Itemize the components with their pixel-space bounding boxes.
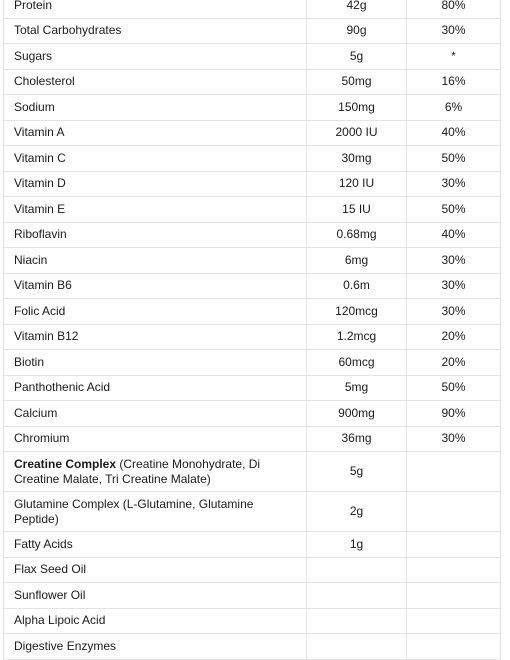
nutrient-name: Cholesterol xyxy=(4,69,307,95)
table-row xyxy=(4,375,501,401)
nutrient-amount: 120 IU xyxy=(307,171,407,197)
nutrient-amount: 5g xyxy=(307,452,407,492)
nutrient-name: Vitamin E xyxy=(4,197,307,223)
nutrient-amount xyxy=(307,557,407,583)
nutrient-name: Vitamin B12 xyxy=(4,324,307,350)
table-row xyxy=(4,583,501,609)
table-row xyxy=(4,452,501,492)
nutrient-daily-value xyxy=(407,557,501,583)
nutrient-amount: 90g xyxy=(307,18,407,44)
table-row xyxy=(4,532,501,558)
nutrient-name-detail: (Creatine Monohydrate, Di Creatine Malate, Tri Creatine Malate) xyxy=(14,456,261,486)
table-row xyxy=(4,401,501,427)
nutrient-name: Folic Acid xyxy=(4,299,307,325)
nutrient-amount: 42g xyxy=(307,0,407,18)
table-row xyxy=(4,69,501,95)
table-row xyxy=(4,197,501,223)
nutrient-daily-value: 30% xyxy=(407,273,501,299)
table-row xyxy=(4,120,501,146)
nutrient-name: Sugars xyxy=(4,44,307,70)
nutrient-amount: 0.6m xyxy=(307,273,407,299)
nutrient-name-bold: Creatine Complex xyxy=(14,456,117,471)
nutrient-name: Vitamin A xyxy=(4,120,307,146)
nutrient-amount: 30mg xyxy=(307,146,407,172)
nutrient-daily-value: 30% xyxy=(407,18,501,44)
nutrient-name: Riboflavin xyxy=(4,222,307,248)
nutrient-amount: 150mg xyxy=(307,95,407,121)
nutrient-daily-value: 80% xyxy=(407,0,501,18)
nutrient-daily-value: 40% xyxy=(407,222,501,248)
nutrient-amount xyxy=(307,634,407,660)
nutrient-name: Sodium xyxy=(4,95,307,121)
nutrient-amount xyxy=(307,583,407,609)
nutrient-name: Total Carbohydrates xyxy=(4,18,307,44)
table-row xyxy=(4,299,501,325)
table-row xyxy=(4,608,501,634)
nutrient-amount: 0.68mg xyxy=(307,222,407,248)
nutrient-name xyxy=(4,452,307,492)
nutrient-amount: 2000 IU xyxy=(307,120,407,146)
nutrient-name: Digestive Enzymes xyxy=(4,634,307,660)
table-row xyxy=(4,0,501,18)
nutrient-daily-value: 20% xyxy=(407,324,501,350)
nutrient-daily-value xyxy=(407,583,501,609)
nutrient-daily-value: 16% xyxy=(407,69,501,95)
nutrient-amount: 900mg xyxy=(307,401,407,427)
nutrient-daily-value: * xyxy=(407,44,501,70)
nutrient-daily-value: 40% xyxy=(407,120,501,146)
nutrient-name: Calcium xyxy=(4,401,307,427)
nutrient-name: Vitamin B6 xyxy=(4,273,307,299)
nutrient-amount: 6mg xyxy=(307,248,407,274)
table-row xyxy=(4,95,501,121)
nutrient-amount xyxy=(307,608,407,634)
nutrient-daily-value xyxy=(407,608,501,634)
nutrition-table-container xyxy=(3,0,500,660)
nutrient-amount: 50mg xyxy=(307,69,407,95)
nutrient-amount: 1g xyxy=(307,532,407,558)
table-row xyxy=(4,557,501,583)
nutrient-name: Glutamine Complex (L-Glutamine, Glutamine Peptide) xyxy=(4,492,307,532)
nutrient-daily-value xyxy=(407,492,501,532)
nutrient-name: Chromium xyxy=(4,426,307,452)
nutrient-daily-value xyxy=(407,532,501,558)
nutrient-name: Vitamin D xyxy=(4,171,307,197)
nutrient-daily-value: 6% xyxy=(407,95,501,121)
table-row xyxy=(4,492,501,532)
nutrient-name: Alpha Lipoic Acid xyxy=(4,608,307,634)
table-row xyxy=(4,324,501,350)
nutrient-name: Niacin xyxy=(4,248,307,274)
nutrient-amount: 5mg xyxy=(307,375,407,401)
nutrient-daily-value: 30% xyxy=(407,299,501,325)
nutrient-daily-value: 30% xyxy=(407,426,501,452)
nutrient-daily-value: 30% xyxy=(407,248,501,274)
nutrient-name: Protein xyxy=(4,0,307,18)
nutrient-daily-value xyxy=(407,634,501,660)
nutrient-name: Biotin xyxy=(4,350,307,376)
nutrient-daily-value: 50% xyxy=(407,146,501,172)
table-row xyxy=(4,44,501,70)
nutrient-daily-value: 50% xyxy=(407,375,501,401)
table-row xyxy=(4,171,501,197)
nutrient-name: Vitamin C xyxy=(4,146,307,172)
nutrient-amount: 1.2mcg xyxy=(307,324,407,350)
nutrient-name: Flax Seed Oil xyxy=(4,557,307,583)
nutrient-daily-value: 90% xyxy=(407,401,501,427)
nutrient-amount: 5g xyxy=(307,44,407,70)
nutrient-amount: 120mcg xyxy=(307,299,407,325)
nutrient-daily-value: 50% xyxy=(407,197,501,223)
nutrient-amount: 36mg xyxy=(307,426,407,452)
nutrient-daily-value: 20% xyxy=(407,350,501,376)
nutrient-name: Fatty Acids xyxy=(4,532,307,558)
table-row xyxy=(4,146,501,172)
table-row xyxy=(4,634,501,660)
nutrient-name: Sunflower Oil xyxy=(4,583,307,609)
table-row xyxy=(4,426,501,452)
table-row xyxy=(4,273,501,299)
table-row xyxy=(4,350,501,376)
nutrient-amount: 2g xyxy=(307,492,407,532)
table-row xyxy=(4,222,501,248)
nutrient-daily-value: 30% xyxy=(407,171,501,197)
nutrition-table xyxy=(3,0,501,660)
nutrient-amount: 60mcg xyxy=(307,350,407,376)
nutrient-daily-value xyxy=(407,452,501,492)
nutrient-name: Panthothenic Acid xyxy=(4,375,307,401)
nutrient-amount: 15 IU xyxy=(307,197,407,223)
table-row xyxy=(4,248,501,274)
table-row xyxy=(4,18,501,44)
